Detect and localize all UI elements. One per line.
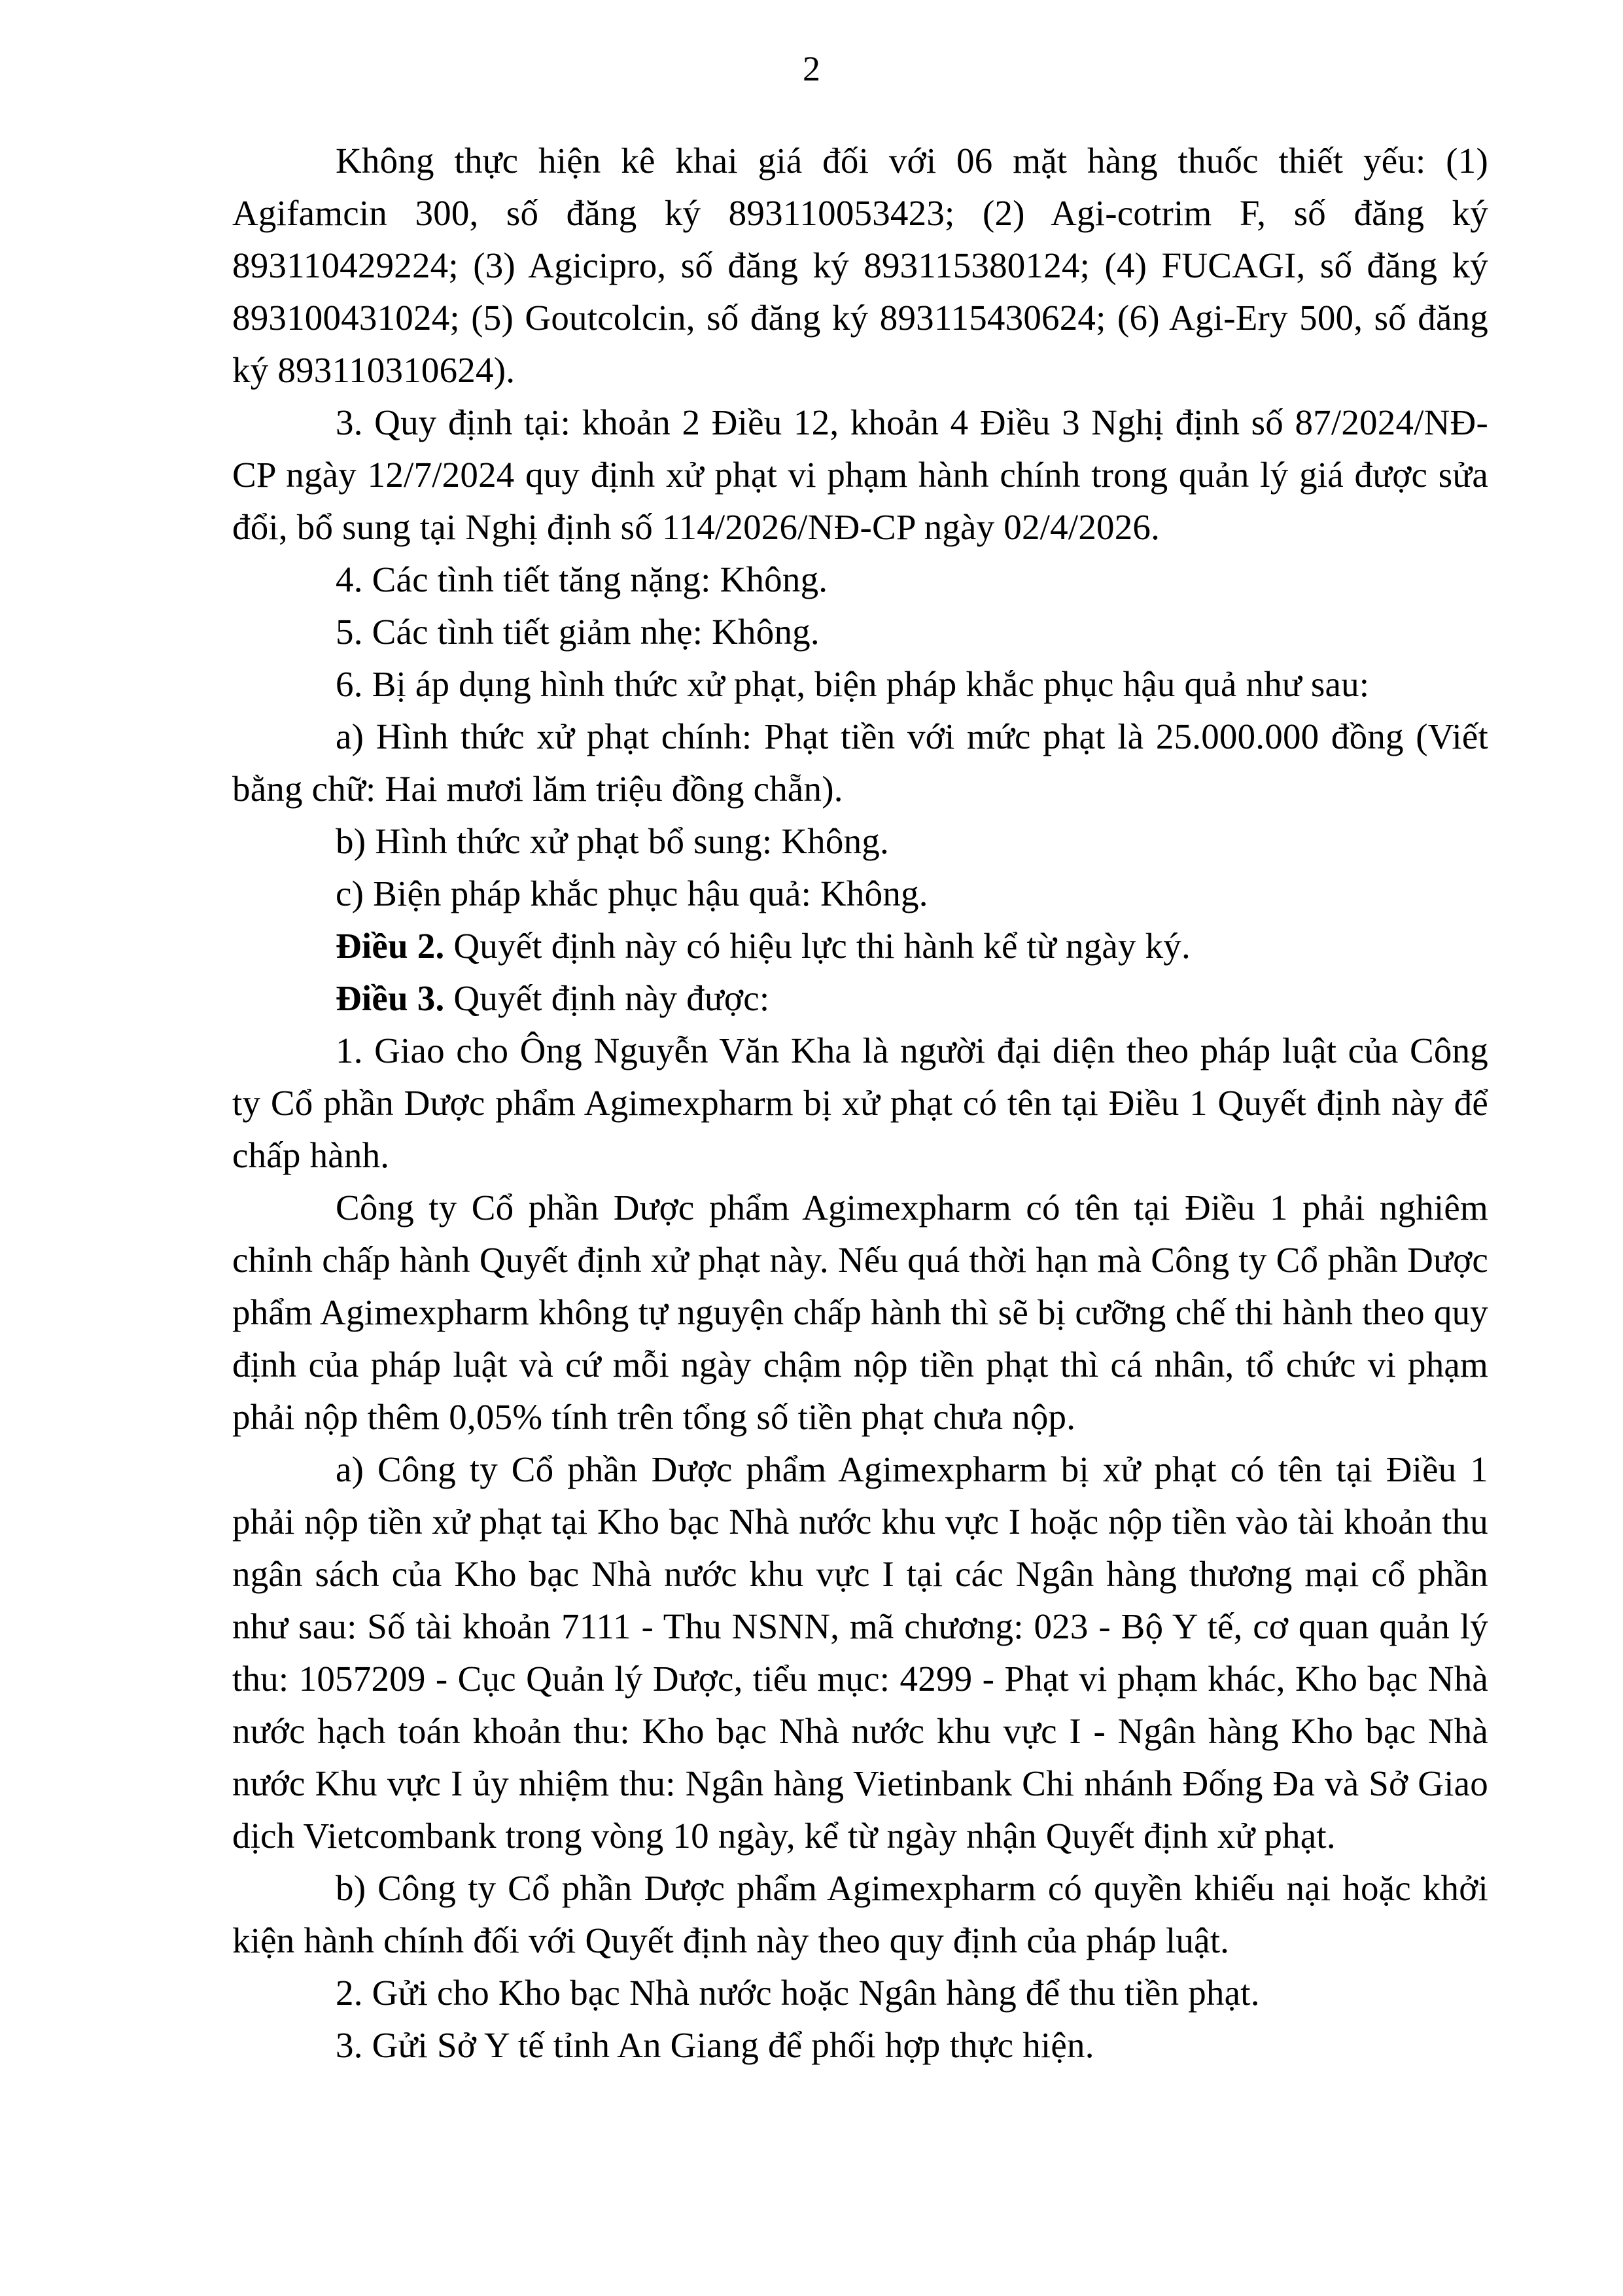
page-number: 2 xyxy=(803,49,820,88)
paragraph-mitigating: 5. Các tình tiết giảm nhẹ: Không. xyxy=(336,612,820,652)
paragraph-delivery-1: 1. Giao cho Ông Nguyễn Văn Kha là người đại diện theo pháp luật của Công ty Cổ phần Dược phẩm Agimexpharm bị xử phạt có tên tại Điều 1 Quyết định này để chấp hành. xyxy=(232,1031,1488,1175)
article-2-text: Quyết định này có hiệu lực thi hành kể từ ngày ký. xyxy=(444,926,1191,966)
paragraph-remedial-measures: c) Biện pháp khắc phục hậu quả: Không. xyxy=(336,874,928,913)
paragraph-additional-penalty: b) Hình thức xử phạt bổ sung: Không. xyxy=(336,821,889,861)
paragraph-main-penalty: a) Hình thức xử phạt chính: Phạt tiền với mức phạt là 25.000.000 đồng (Viết bằng chữ: Hai mươi lăm triệu đồng chẵn). xyxy=(232,716,1488,809)
article-2-heading: Điều 2. xyxy=(336,926,445,966)
paragraph-price-declaration: Không thực hiện kê khai giá đối với 06 mặt hàng thuốc thiết yếu: (1) Agifamcin 300, số đăng ký 893110053423; (2) Agi-cotrim F, số đăng ký 893110429224; (3) Agicipro, số đăng ký 893115380124; (4) FUCAGI, số đăng ký 893100431024; (5) Goutcolcin, số đăng ký 893115430624; (6) Agi-Ery 500, số đăng ký 893110310624). xyxy=(232,141,1488,390)
paragraph-article-3 xyxy=(232,972,1488,1025)
paragraph-penalty-intro: 6. Bị áp dụng hình thức xử phạt, biện pháp khắc phục hậu quả như sau: xyxy=(336,664,1370,704)
paragraph-delivery-2: 2. Gửi cho Kho bạc Nhà nước hoặc Ngân hàng để thu tiền phạt. xyxy=(336,1973,1260,2013)
paragraph-article-2 xyxy=(232,920,1488,972)
document-body xyxy=(232,135,1488,2072)
article-3-heading: Điều 3. xyxy=(336,978,445,1018)
paragraph-delivery-3: 3. Gửi Sở Y tế tỉnh An Giang để phối hợp thực hiện. xyxy=(336,2025,1094,2065)
paragraph-complaint-rights: b) Công ty Cổ phần Dược phẩm Agimexpharm có quyền khiếu nại hoặc khởi kiện hành chính đối với Quyết định này theo quy định của pháp luật. xyxy=(232,1868,1488,1960)
paragraph-compliance: Công ty Cổ phần Dược phẩm Agimexpharm có tên tại Điều 1 phải nghiêm chỉnh chấp hành Quyết định xử phạt này. Nếu quá thời hạn mà Công ty Cổ phần Dược phẩm Agimexpharm không tự nguyện chấp hành thì sẽ bị cưỡng chế thi hành theo quy định của pháp luật và cứ mỗi ngày chậm nộp tiền phạt thì cá nhân, tổ chức vi phạm phải nộp thêm 0,05% tính trên tổng số tiền phạt chưa nộp. xyxy=(232,1188,1488,1437)
paragraph-payment-instructions: a) Công ty Cổ phần Dược phẩm Agimexpharm bị xử phạt có tên tại Điều 1 phải nộp tiền xử phạt tại Kho bạc Nhà nước khu vực I hoặc nộp tiền vào tài khoản thu ngân sách của Kho bạc Nhà nước khu vực I tại các Ngân hàng thương mại cổ phần như sau: Số tài khoản 7111 - Thu NSNN, mã chương: 023 - Bộ Y tế, cơ quan quản lý thu: 1057209 - Cục Quản lý Dược, tiểu mục: 4299 - Phạt vi phạm khác, Kho bạc Nhà nước hạch toán khoản thu: Kho bạc Nhà nước khu vực I - Ngân hàng Kho bạc Nhà nước Khu vực I ủy nhiệm thu: Ngân hàng Vietinbank Chi nhánh Đống Đa và Sở Giao dịch Vietcombank trong vòng 10 ngày, kể từ ngày nhận Quyết định xử phạt. xyxy=(232,1449,1488,1856)
paragraph-aggravating: 4. Các tình tiết tăng nặng: Không. xyxy=(336,559,828,599)
paragraph-legal-basis: 3. Quy định tại: khoản 2 Điều 12, khoản 4 Điều 3 Nghị định số 87/2024/NĐ-CP ngày 12/7/2024 quy định xử phạt vi phạm hành chính trong quản lý giá được sửa đổi, bổ sung tại Nghị định số 114/2026/NĐ-CP ngày 02/4/2026. xyxy=(232,402,1488,547)
article-3-text: Quyết định này được: xyxy=(444,978,770,1018)
